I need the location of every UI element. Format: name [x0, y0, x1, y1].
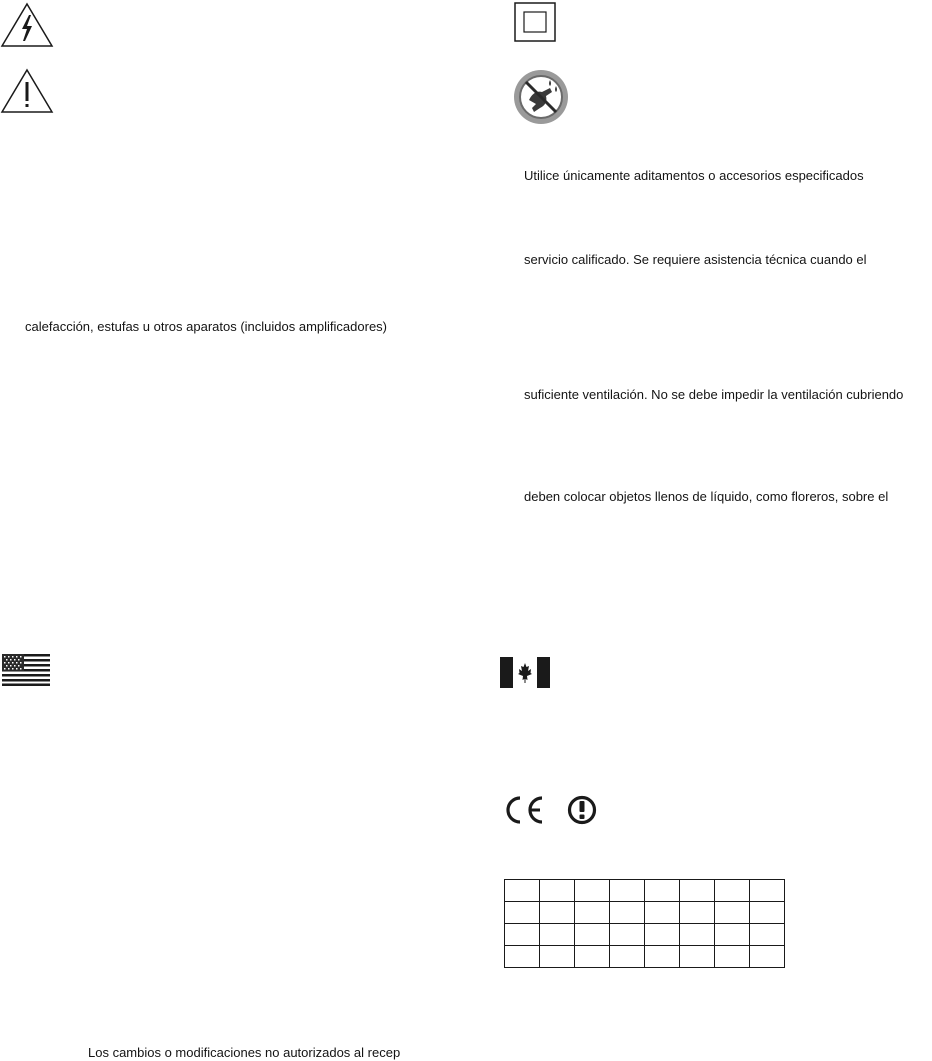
- table-cell: [540, 946, 575, 968]
- table-cell: [645, 924, 680, 946]
- table-cell: [645, 902, 680, 924]
- table-cell: [715, 946, 750, 968]
- changes-text: Los cambios o modificaciones no autorizados al recep: [88, 1045, 401, 1060]
- heating-text: calefacción, estufas u otros aparatos (incluidos amplificadores): [25, 319, 388, 334]
- table-cell: [505, 902, 540, 924]
- liquids-text: deben colocar objetos llenos de líquido, como floreros, sobre el: [524, 489, 889, 504]
- exclamation-warning-icon: [0, 68, 54, 114]
- table-cell: [715, 880, 750, 902]
- table-row: [505, 924, 785, 946]
- table-cell: [505, 924, 540, 946]
- table-cell: [610, 924, 645, 946]
- accessories-text: Utilice únicamente aditamentos o accesorios especificados: [524, 168, 864, 183]
- table-cell: [715, 924, 750, 946]
- table-cell: [750, 880, 785, 902]
- lightning-warning-icon: [0, 2, 54, 48]
- table-row: [505, 902, 785, 924]
- table-cell: [680, 924, 715, 946]
- table-cell: [645, 880, 680, 902]
- table-cell: [575, 902, 610, 924]
- table-cell: [575, 924, 610, 946]
- table-cell: [540, 924, 575, 946]
- no-water-icon: [512, 68, 570, 126]
- table-cell: [575, 880, 610, 902]
- ce-mark-icon: [502, 795, 546, 825]
- table-cell: [750, 946, 785, 968]
- table-cell: [505, 880, 540, 902]
- table-cell: [610, 946, 645, 968]
- ventilation-text: suficiente ventilación. No se debe impedir la ventilación cubriendo: [524, 387, 904, 402]
- table-cell: [680, 880, 715, 902]
- us-flag-icon: [2, 654, 50, 686]
- table-cell: [575, 946, 610, 968]
- table-cell: [750, 924, 785, 946]
- grid-table-body: [504, 879, 785, 968]
- table-cell: [750, 902, 785, 924]
- table-cell: [540, 880, 575, 902]
- double-insulation-icon: [514, 2, 556, 42]
- canada-flag-icon: [500, 657, 550, 688]
- table-cell: [680, 902, 715, 924]
- table-cell: [610, 880, 645, 902]
- grid-table: [504, 879, 785, 968]
- table-row: [505, 946, 785, 968]
- table-cell: [645, 946, 680, 968]
- table-cell: [505, 946, 540, 968]
- table-row: [505, 880, 785, 902]
- alert-mark-icon: [566, 795, 598, 825]
- table-cell: [610, 902, 645, 924]
- table-cell: [715, 902, 750, 924]
- table-cell: [540, 902, 575, 924]
- table-cell: [680, 946, 715, 968]
- service-text: servicio calificado. Se requiere asistencia técnica cuando el: [524, 252, 867, 267]
